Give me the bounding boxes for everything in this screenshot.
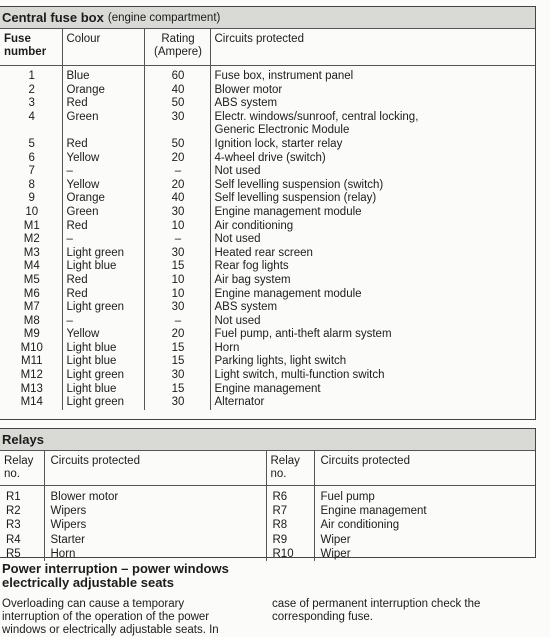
relay-table-body [0, 486, 535, 562]
fuse-row [0, 220, 535, 234]
fuse-row [0, 247, 535, 261]
fuse-rating-cell [144, 124, 210, 138]
fuse-number-cell: M1 [23, 219, 40, 232]
relay-circuit-cell: Wipers [44, 518, 266, 532]
relay-no-cell: R5 [6, 547, 21, 560]
fuse-colour-cell: Orange [62, 192, 144, 206]
relay-no-cell: R8 [266, 518, 314, 532]
fuse-circuits-cell: Light switch, multi-function switch [210, 369, 535, 383]
fuse-table [0, 29, 535, 410]
relay-circuit-cell: Wiper [314, 533, 535, 547]
fuse-number-cell: M7 [23, 301, 40, 314]
relay-no-cell: R3 [6, 519, 21, 532]
relay-row [0, 504, 535, 518]
fuse-number-cell: M8 [23, 314, 40, 327]
fuse-rating-cell: 15 [144, 342, 210, 356]
fuse-row [0, 328, 535, 342]
fuse-row [0, 274, 535, 288]
fuse-circuits-cell: Fuse box, instrument panel [210, 66, 535, 84]
note-right-line: corresponding fuse. [272, 611, 374, 623]
fuse-circuits-cell: Air conditioning [210, 220, 535, 234]
relay-circuit-cell: Horn [44, 547, 266, 561]
fuse-row [0, 84, 535, 98]
fuse-colour-cell: Red [62, 97, 144, 111]
fuse-colour-cell: Light green [62, 396, 144, 410]
fuse-rating-cell: 60 [144, 66, 210, 84]
fuse-circuits-cell: Not used [210, 315, 535, 329]
fuse-number-cell: 8 [28, 178, 35, 191]
central-fuse-box-section [0, 6, 536, 420]
fuse-rating-cell: 10 [144, 220, 210, 234]
fuse-circuits-cell: Blower motor [210, 84, 535, 98]
fuse-number-cell: M3 [23, 246, 40, 259]
fuse-circuits-cell: ABS system [210, 97, 535, 111]
fuse-table-body [0, 66, 535, 410]
fuse-row [0, 396, 535, 410]
fuse-row [0, 355, 535, 369]
relay-header-line1-right: Relay [270, 455, 300, 467]
fuse-row [0, 260, 535, 274]
fuse-number-cell: M11 [20, 355, 43, 368]
note-left-line: Overloading can cause a temporary [2, 598, 185, 610]
relay-no-cell: R1 [6, 491, 21, 503]
fuse-colour-cell: Light green [62, 301, 144, 315]
power-interruption-note [0, 562, 536, 637]
fuse-row [0, 288, 535, 302]
fuse-number-header [0, 29, 62, 66]
fuse-number-cell: M9 [23, 328, 40, 341]
fuse-colour-cell: Yellow [62, 152, 144, 166]
fuse-rating-cell: 10 [144, 274, 210, 288]
fuse-row [0, 66, 535, 84]
fuse-circuits-cell: Not used [210, 233, 535, 247]
fuse-colour-cell: Light blue [62, 260, 144, 274]
fuse-circuits-cell: Not used [210, 165, 535, 179]
fuse-colour-cell: Red [62, 138, 144, 152]
fuse-number-cell: M5 [23, 273, 40, 286]
rating-header-line2: (Ampere) [154, 46, 202, 58]
circuits-header: Circuits protected [210, 29, 535, 66]
fuse-number-cell: M14 [20, 396, 43, 409]
fuse-colour-cell: – [62, 165, 144, 179]
relay-no-cell: R9 [266, 533, 314, 547]
fuse-table-header-row [0, 29, 535, 66]
fuse-number-cell: M6 [23, 287, 40, 300]
fuse-colour-cell [62, 124, 144, 138]
fuse-circuits-cell: Rear fog lights [210, 260, 535, 274]
note-title-line2: electrically adjustable seats [2, 575, 174, 590]
relay-no-header-right [266, 451, 314, 486]
relay-no-cell: R10 [266, 547, 314, 561]
fuse-row [0, 206, 535, 220]
fuse-rating-cell: – [144, 165, 210, 179]
fuse-rating-cell: 15 [144, 355, 210, 369]
relays-section [0, 428, 536, 558]
fuse-rating-cell: 50 [144, 97, 210, 111]
fuse-rating-cell: 30 [144, 206, 210, 220]
fuse-row [0, 233, 535, 247]
fuse-header-line2: number [4, 46, 47, 58]
fuse-rating-cell: 30 [144, 369, 210, 383]
note-title [0, 562, 536, 590]
fuse-box-subtitle: (engine compartment) [107, 11, 221, 24]
relay-no-cell: R2 [6, 505, 21, 518]
relay-circuit-cell: Blower motor [44, 486, 266, 505]
relay-row [0, 533, 535, 547]
fuse-row [0, 192, 535, 206]
fuse-circuits-cell: Ignition lock, starter relay [210, 138, 535, 152]
fuse-rating-cell: 15 [144, 260, 210, 274]
fuse-colour-cell: Light blue [62, 342, 144, 356]
fuse-circuits-cell: Fuel pump, anti-theft alarm system [210, 328, 535, 342]
fuse-circuits-cell: Self levelling suspension (relay) [210, 192, 535, 206]
fuse-rating-cell: – [144, 315, 210, 329]
fuse-colour-cell: – [62, 315, 144, 329]
fuse-rating-cell: 20 [144, 179, 210, 193]
relay-circuit-cell: Starter [44, 533, 266, 547]
fuse-rating-cell: 20 [144, 328, 210, 342]
fuse-colour-cell: – [62, 233, 144, 247]
relay-table [0, 451, 535, 561]
note-left-line: windows or electrically adjustable seats. In [2, 624, 219, 636]
fuse-number-cell [0, 124, 62, 138]
relay-no-cell: R7 [266, 504, 314, 518]
fuse-row [0, 152, 535, 166]
fuse-circuits-cell: Electr. windows/sunroof, central locking, [210, 111, 535, 125]
note-title-line1: Power interruption – power windows [2, 561, 229, 576]
relays-header [0, 429, 535, 451]
fuse-rating-cell: 30 [144, 247, 210, 261]
relays-title: Relays [2, 432, 44, 447]
fuse-row [0, 111, 535, 125]
fuse-number-cell: 2 [28, 83, 35, 96]
relay-row [0, 547, 535, 561]
fuse-rating-cell: 15 [144, 383, 210, 397]
fuse-circuits-cell: Alternator [210, 396, 535, 410]
fuse-colour-cell: Red [62, 288, 144, 302]
relay-circuit-cell: Wipers [44, 504, 266, 518]
fuse-number-cell: 3 [28, 97, 35, 110]
fuse-colour-cell: Red [62, 220, 144, 234]
relay-header-line2-left: no. [4, 468, 20, 480]
fuse-colour-cell: Blue [62, 66, 144, 84]
fuse-colour-cell: Green [62, 206, 144, 220]
fuse-row [0, 301, 535, 315]
fuse-colour-cell: Red [62, 274, 144, 288]
fuse-rating-cell: 50 [144, 138, 210, 152]
fuse-colour-cell: Light green [62, 369, 144, 383]
fuse-rating-cell: – [144, 233, 210, 247]
fuse-number-cell: 5 [28, 137, 35, 150]
fuse-row [0, 97, 535, 111]
fuse-circuits-cell: Air bag system [210, 274, 535, 288]
relay-header-line1-left: Relay [4, 455, 34, 467]
fuse-rating-cell: 30 [144, 396, 210, 410]
relay-header-line2-right: no. [270, 468, 287, 480]
note-right-column [272, 598, 512, 637]
fuse-circuits-cell: Engine management [210, 383, 535, 397]
fuse-number-cell: 10 [25, 205, 39, 218]
relay-no-cell: R4 [6, 533, 21, 546]
fuse-colour-cell: Light blue [62, 355, 144, 369]
fuse-number-cell: 4 [28, 110, 35, 123]
fuse-row [0, 124, 535, 138]
fuse-circuits-cell: Generic Electronic Module [210, 124, 535, 138]
fuse-circuits-cell: Engine management module [210, 206, 535, 220]
fuse-number-cell: M12 [20, 369, 43, 382]
fuse-row [0, 342, 535, 356]
fuse-row [0, 138, 535, 152]
fuse-number-cell: 6 [28, 151, 35, 164]
fuse-number-cell: M13 [20, 382, 43, 395]
fuse-header-line1: Fuse [4, 33, 31, 45]
fuse-number-cell: 9 [28, 192, 35, 205]
fuse-circuits-cell: Heated rear screen [210, 247, 535, 261]
fuse-row [0, 315, 535, 329]
fuse-colour-cell: Yellow [62, 179, 144, 193]
colour-header: Colour [62, 29, 144, 66]
note-left-column [0, 598, 268, 637]
rating-header-line1: Rating [161, 33, 195, 45]
relay-row [0, 518, 535, 532]
fuse-circuits-cell: 4-wheel drive (switch) [210, 152, 535, 166]
fuse-box-header [0, 7, 535, 29]
fuse-circuits-cell: Engine management module [210, 288, 535, 302]
fuse-colour-cell: Light green [62, 247, 144, 261]
fuse-rating-cell: 30 [144, 301, 210, 315]
relay-circuits-header-left: Circuits protected [44, 451, 266, 486]
relay-circuit-cell: Fuel pump [314, 486, 535, 505]
fuse-circuits-cell: ABS system [210, 301, 535, 315]
fuse-rating-cell: 30 [144, 111, 210, 125]
relay-no-cell: R6 [266, 486, 314, 505]
fuse-rating-cell: 10 [144, 288, 210, 302]
relay-table-header-row [0, 451, 535, 486]
relay-circuit-cell: Engine management [314, 504, 535, 518]
relay-circuits-header-right: Circuits protected [314, 451, 535, 486]
note-left-line: interruption of the operation of the power [2, 611, 210, 623]
fuse-number-cell: M10 [20, 341, 43, 354]
fuse-number-cell: 7 [28, 165, 35, 178]
fuse-colour-cell: Yellow [62, 328, 144, 342]
fuse-circuits-cell: Parking lights, light switch [210, 355, 535, 369]
fuse-colour-cell: Orange [62, 84, 144, 98]
fuse-number-cell: 1 [28, 70, 35, 82]
relay-no-header-left [0, 451, 44, 486]
fuse-row [0, 383, 535, 397]
fuse-number-cell: M2 [23, 233, 40, 246]
relay-circuit-cell: Wiper [314, 547, 535, 561]
fuse-circuits-cell: Self levelling suspension (switch) [210, 179, 535, 193]
fuse-circuits-cell: Horn [210, 342, 535, 356]
fuse-row [0, 369, 535, 383]
fuse-box-title: Central fuse box [2, 10, 104, 25]
fuse-colour-cell: Green [62, 111, 144, 125]
fuse-row [0, 165, 535, 179]
relay-circuit-cell: Air conditioning [314, 518, 535, 532]
note-body [0, 598, 536, 637]
fuse-rating-cell: 20 [144, 152, 210, 166]
fuse-number-cell: M4 [23, 260, 40, 273]
relay-row [0, 486, 535, 505]
rating-header [144, 29, 210, 66]
fuse-rating-cell: 40 [144, 84, 210, 98]
fuse-colour-cell: Light blue [62, 383, 144, 397]
note-right-line: case of permanent interruption check the [272, 598, 481, 610]
fuse-row [0, 179, 535, 193]
fuse-rating-cell: 40 [144, 192, 210, 206]
